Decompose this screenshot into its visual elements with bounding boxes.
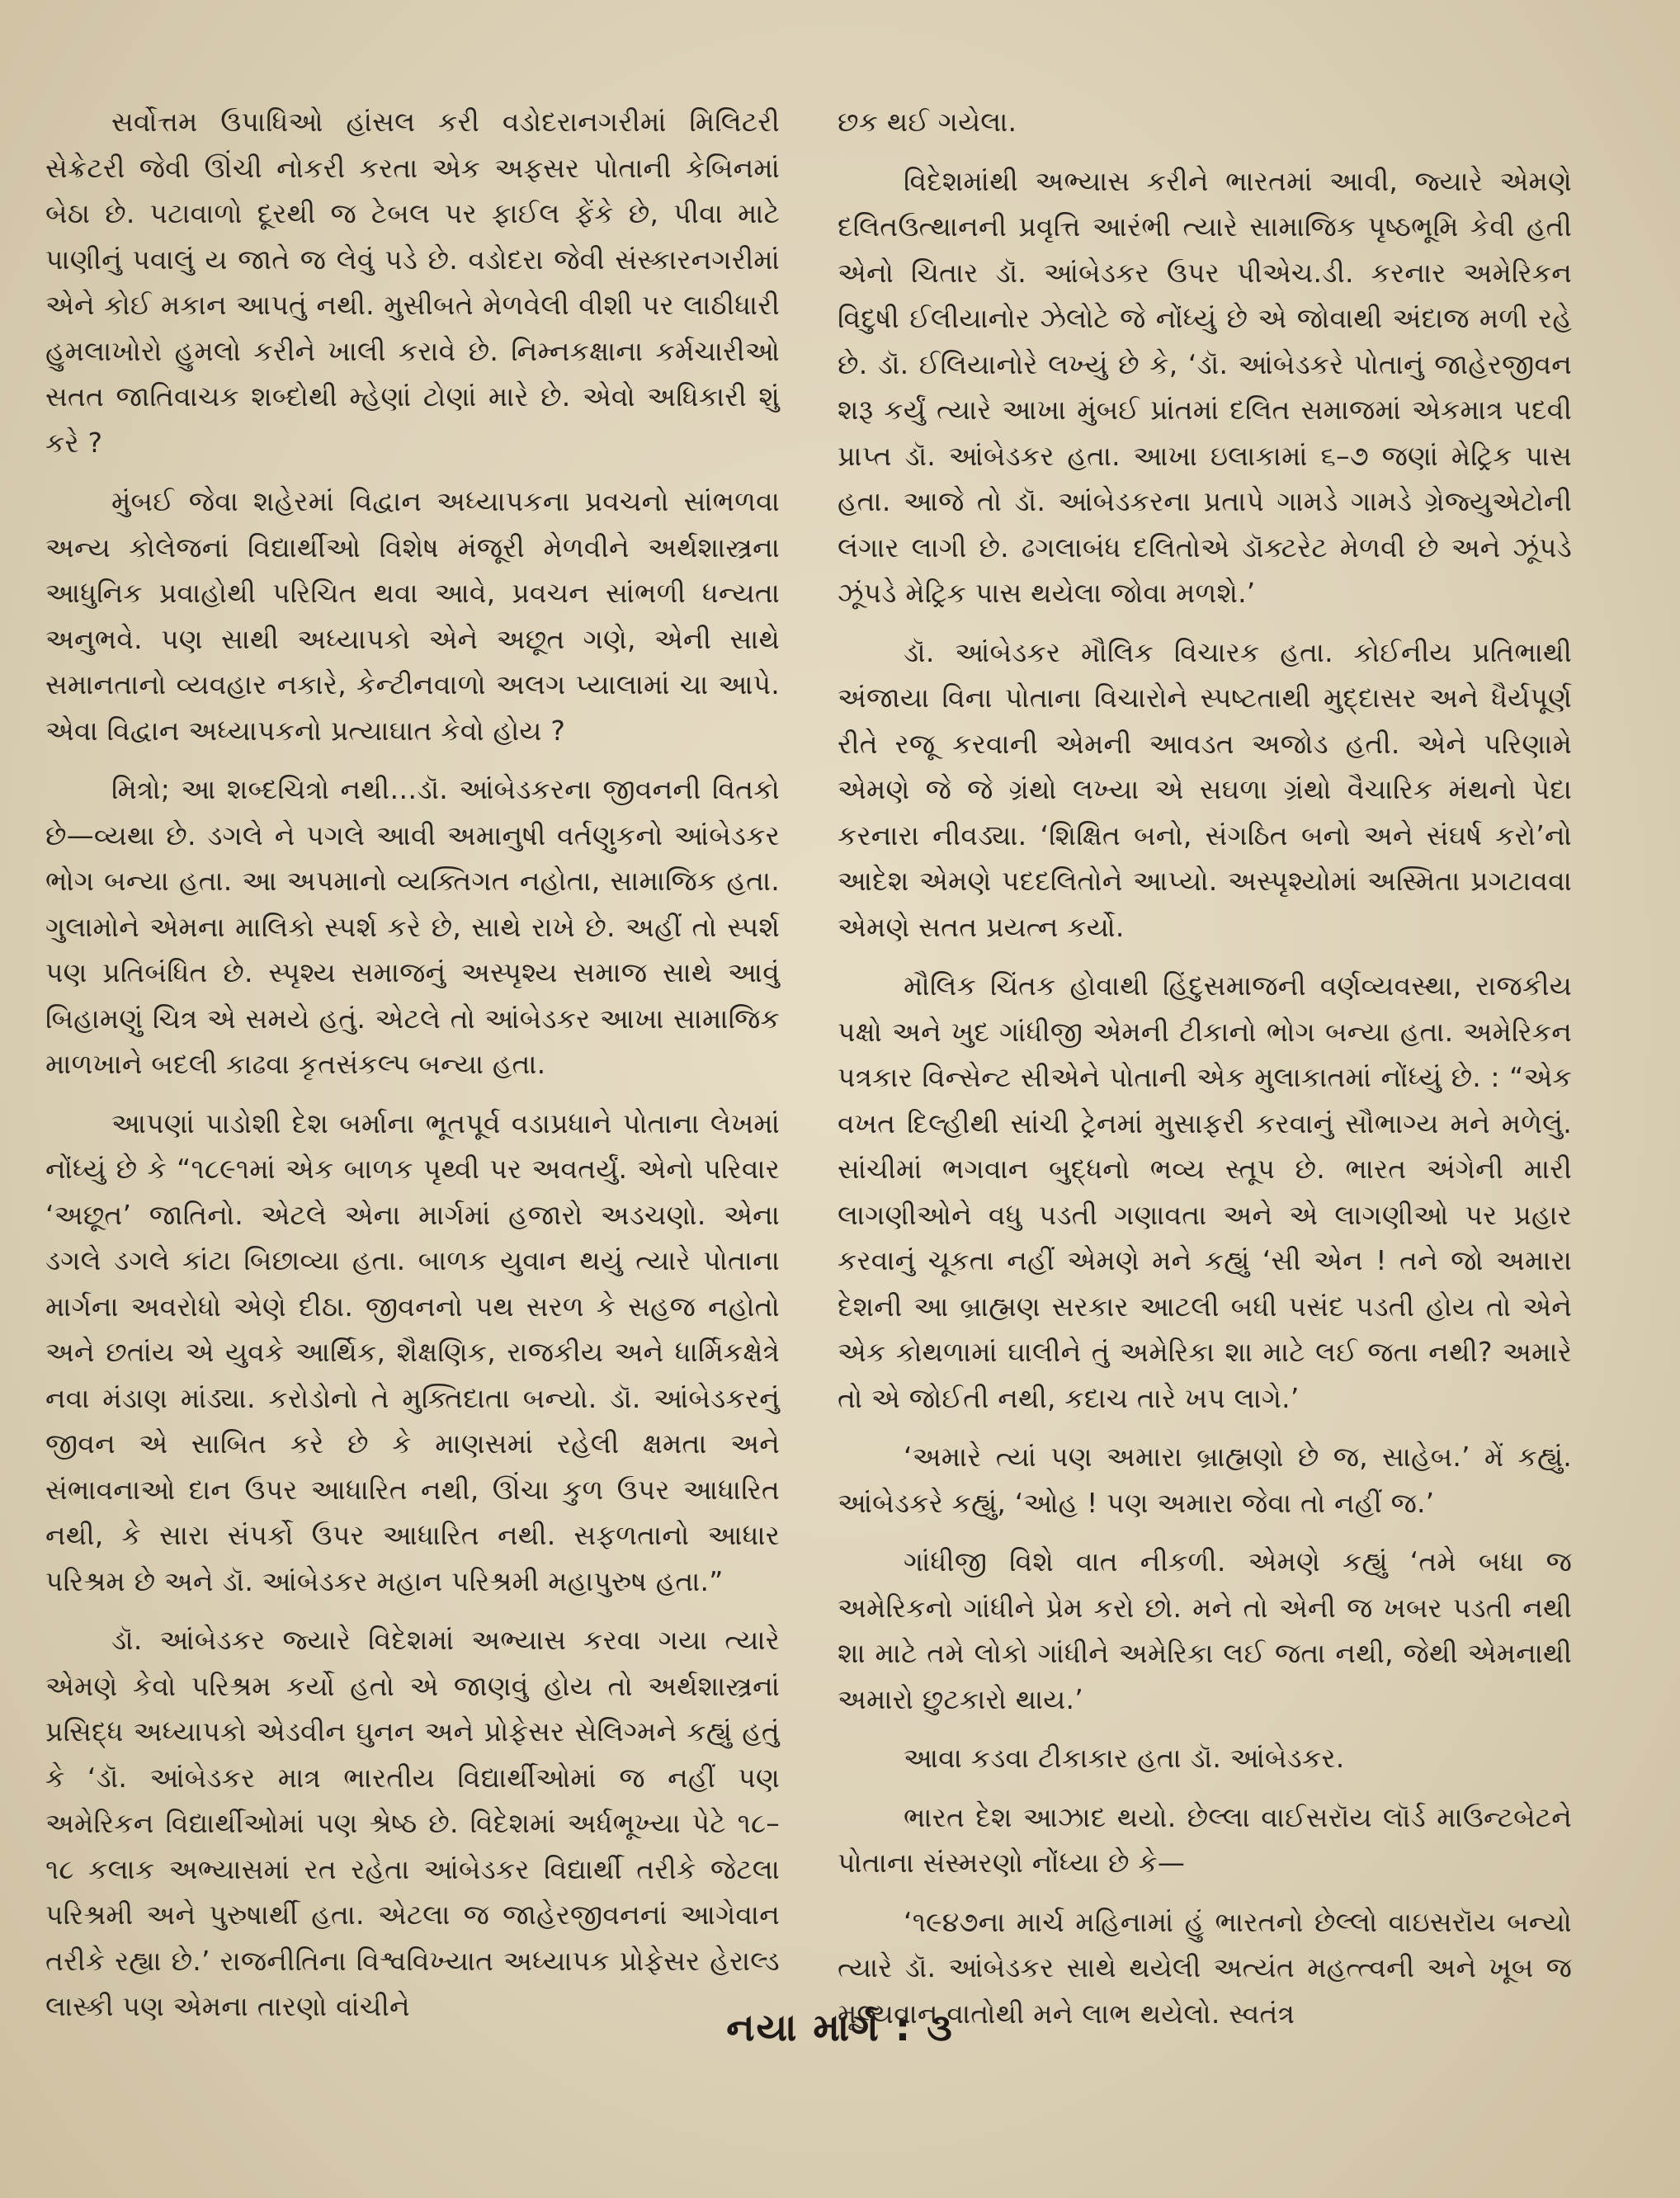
paragraph: વિદેશમાંથી અભ્યાસ કરીને ભારતમાં આવી, જ્યારે એમણે દલિતઉત્થાનની પ્રવૃત્તિ આરંભી ત્યારે સામાજિક પૃષ્ઠભૂમિ કેવી હતી એનો ચિતાર ડૉ. આંબેડકર ઉપર પીએચ.ડી. કરનાર અમેરિકન વિદુષી ઈલીયાનોર ઝેલોટે જે નોંધ્યું છે એ જોવાથી અંદાજ મળી રહે છે. ડૉ. ઈલિયાનોરે લખ્યું છે કે, ‘ડૉ. આંબેડકરે પોતાનું જાહેરજીવન શરૂ કર્યું ત્યારે આખા મુંબઈ પ્રાંતમાં દલિત સમાજમાં એકમાત્ર પદવી પ્રાપ્ત ડૉ. આંબેડકર હતા. આખા ઇલાકામાં ૬–૭ જણાં મેટ્રિક પાસ હતા. આજે તો ડૉ. આંબેડકરના પ્રતાપે ગામડે ગામડે ગ્રેજ્યુએટોની લંગાર લાગી છે. ઢગલાબંધ દલિતોએ ડૉક્ટરેટ મેળવી છે અને ઝૂંપડે ઝૂંપડે મેટ્રિક પાસ થયેલા જોવા મળશે.’ — [838, 164, 1572, 609]
left-column — [45, 99, 780, 2022]
paragraph: આવા કડવા ટીકાકાર હતા ડૉ. આંબેડકર. — [904, 1742, 1345, 1774]
paragraph: મુંબઈ જેવા શહેરમાં વિદ્વાન અધ્યાપકના પ્રવચનો સાંભળવા અન્ય કોલેજનાં વિદ્યાર્થીઓ વિશેષ મંજૂરી મેળવીને અર્થશાસ્ત્રના આધુનિક પ્રવાહોથી પરિચિત થવા આવે, પ્રવચન સાંભળી ધન્યતા અનુભવે. પણ સાથી અધ્યાપકો એને અછૂત ગણે, એની સાથે સમાનતાનો વ્યવહાર નકારે, કેન્ટીનવાળો અલગ પ્યાલામાં ચા આપે. એવા વિદ્વાન અધ્યાપકનો પ્રત્યાઘાત કેવો હોય ? — [45, 485, 780, 747]
paragraph: ભારત દેશ આઝાદ થયો. છેલ્લા વાઈસરૉય લૉર્ડ માઉન્ટબેટને પોતાના સંસ્મરણો નોંધ્યા છે કે— — [838, 1800, 1572, 1879]
paragraph: છક થઈ ગયેલા. — [838, 106, 1017, 138]
paragraph: ડૉ. આંબેડકર જ્યારે વિદેશમાં અભ્યાસ કરવા ગયા ત્યારે એમણે કેવો પરિશ્રમ કર્યો હતો એ જાણવું હોય તો અર્થશાસ્ત્રનાં પ્રસિદ્ધ અધ્યાપકો એડવીન ઘુનન અને પ્રોફેસર સેલિગ્મને કહ્યું હતું કે ‘ડૉ. આંબેડકર માત્ર ભારતીય વિદ્યાર્થીઓમાં જ નહીં પણ અમેરિકન વિદ્યાર્થીઓમાં પણ શ્રેષ્ઠ છે. વિદેશમાં અર્ધભૂખ્યા પેટે ૧૮–૧૮ કલાક અભ્યાસમાં રત રહેતા આંબેડકર વિદ્યાર્થી તરીકે જેટલા પરિશ્રમી અને પુરુષાર્થી હતા. એટલા જ જાહેરજીવનનાં આગેવાન તરીકે રહ્યા છે.’ રાજનીતિના વિશ્વવિખ્યાત અધ્યાપક પ્રોફેસર હેરાલ્ડ લાસ્કી પણ એમના તારણો વાંચીને — [45, 1624, 780, 2022]
paragraph: ગાંધીજી વિશે વાત નીકળી. એમણે કહ્યું ‘તમે બધા જ અમેરિકનો ગાંધીને પ્રેમ કરો છો. મને તો એની જ ખબર પડતી નથી શા માટે તમે લોકો ગાંધીને અમેરિકા લઈ જતા નથી, જેથી એમનાથી અમારો છુટકારો થાય.’ — [838, 1545, 1572, 1715]
paragraph: સર્વોત્તમ ઉપાધિઓ હાંસલ કરી વડોદરાનગરીમાં મિલિટરી સેક્રેટરી જેવી ઊંચી નોકરી કરતા એક અફસર પોતાની કેબિનમાં બેઠા છે. પટાવાળો દૂરથી જ ટેબલ પર ફાઈલ ફેંકે છે, પીવા માટે પાણીનું પવાલું ય જાતે જ લેવું પડે છે. વડોદરા જેવી સંસ્કારનગરીમાં એને કોઈ મકાન આપતું નથી. મુસીબતે મેળવેલી વીશી પર લાઠીધારી હુમલાખોરો હુમલો કરીને ખાલી કરાવે છે. નિમ્નકક્ષાના કર્મચારીઓ સતત જાતિવાચક શબ્દોથી મ્હેણાં ટોણાં મારે છે. એવો અધિકારી શું કરે ? — [45, 106, 780, 459]
page-footer: નયા માર્ગ : ૩ — [726, 2005, 954, 2049]
paragraph: ‘૧૯૪૭ના માર્ચ મહિનામાં હું ભારતનો છેલ્લો વાઇસરૉય બન્યો ત્યારે ડૉ. આંબેડકર સાથે થયેલી અત્યંત મહત્ત્વની અને ખૂબ જ મૂલ્યવાન વાતોથી મને લાભ થયેલો. સ્વતંત્ર — [838, 1905, 1572, 2030]
right-column — [838, 99, 1572, 2030]
paragraph: મૌલિક ચિંતક હોવાથી હિંદુસમાજની વર્ણવ્યવસ્થા, રાજકીય પક્ષો અને ખુદ ગાંધીજી એમની ટીકાનો ભોગ બન્યા હતા. અમેરિકન પત્રકાર વિન્સેન્ટ સીએને પોતાની એક મુલાકાતમાં નોંધ્યું છે. : “એક વખત દિલ્હીથી સાંચી ટ્રેનમાં મુસાફરી કરવાનું સૌભાગ્ય મને મળેલું. સાંચીમાં ભગવાન બુદ્ધનો ભવ્ય સ્તૂપ છે. ભારત અંગેની મારી લાગણીઓને વધુ પડતી ગણાવતા અને એ લાગણીઓ પર પ્રહાર કરવાનું ચૂકતા નહીં એમણે મને કહ્યું ‘સી એન ! તને જો અમારા દેશની આ બ્રાહ્મણ સરકાર આટલી બધી પસંદ પડતી હોય તો એને એક કોથળામાં ઘાલીને તું અમેરિકા શા માટે લઈ જતા નથી? અમારે તો એ જોઈતી નથી, કદાચ તારે ખપ લાગે.’ — [838, 969, 1572, 1414]
paragraph: આપણાં પાડોશી દેશ બર્માના ભૂતપૂર્વ વડાપ્રધાને પોતાના લેખમાં નોંધ્યું છે કે “૧૮૯૧માં એક બાળક પૃથ્વી પર અવતર્યું. એનો પરિવાર ‘અછૂત’ જાતિનો. એટલે એના માર્ગમાં હજારો અડચણો. એના ડગલે ડગલે કાંટા બિછાવ્યા હતા. બાળક યુવાન થયું ત્યારે પોતાના માર્ગના અવરોધો એણે દીઠા. જીવનનો પથ સરળ કે સહજ નહોતો અને છતાંય એ યુવકે આર્થિક, શૈક્ષણિક, રાજકીય અને ધાર્મિકક્ષેત્રે નવા મંડાણ માંડ્યા. કરોડોનો તે મુક્તિદાતા બન્યો. ડૉ. આંબેડકરનું જીવન એ સાબિત કરે છે કે માણસમાં રહેલી ક્ષમતા અને સંભાવનાઓ દાન ઉપર આધારિત નથી, ઊંચા કુળ ઉપર આધારિત નથી, કે સારા સંપર્કો ઉપર આધારિત નથી. સફળતાનો આધાર પરિશ્રમ છે અને ડૉ. આંબેડકર મહાન પરિશ્રમી મહાપુરુષ હતા.” — [45, 1106, 780, 1597]
paragraph: ડૉ. આંબેડકર મૌલિક વિચારક હતા. કોઈનીય પ્રતિભાથી અંજાયા વિના પોતાના વિચારોને સ્પષ્ટતાથી મુદ્દાસર અને ધૈર્યપૂર્ણ રીતે રજૂ કરવાની એમની આવડત અજોડ હતી. એને પરિણામે એમણે જે જે ગ્રંથો લખ્યા એ સઘળા ગ્રંથો વૈચારિક મંથનો પેદા કરનારા નીવડ્યા. ‘શિક્ષિત બનો, સંગઠિત બનો અને સંઘર્ષ કરો’નો આદેશ એમણે પદદલિતોને આપ્યો. અસ્પૃશ્યોમાં અસ્મિતા પ્રગટાવવા એમણે સતત પ્રયત્ન કર્યો. — [838, 635, 1572, 943]
paragraph: ‘અમારે ત્યાં પણ અમારા બ્રાહ્મણો છે જ, સાહેબ.’ મેં કહ્યું. આંબેડકરે કહ્યું, ‘ઓહ ! પણ અમારા જેવા તો નહીં જ.’ — [838, 1441, 1572, 1519]
paragraph: મિત્રો; આ શબ્દચિત્રો નથી…ડૉ. આંબેડકરના જીવનની વિતકો છે—વ્યથા છે. ડગલે ને પગલે આવી અમાનુષી વર્તણુકનો આંબેડકર ભોગ બન્યા હતા. આ અપમાનો વ્યક્તિગત નહોતા, સામાજિક હતા. ગુલામોને એમના માલિકો સ્પર્શ કરે છે, સાથે રાખે છે. અહીં તો સ્પર્શ પણ પ્રતિબંધિત છે. સ્પૃશ્ય સમાજનું અસ્પૃશ્ય સમાજ સાથે આવું બિહામણું ચિત્ર એ સમયે હતું. એટલે તો આંબેડકર આખા સામાજિક માળખાને બદલી કાઢવા કૃતસંકલ્પ બન્યા હતા. — [45, 773, 780, 1080]
